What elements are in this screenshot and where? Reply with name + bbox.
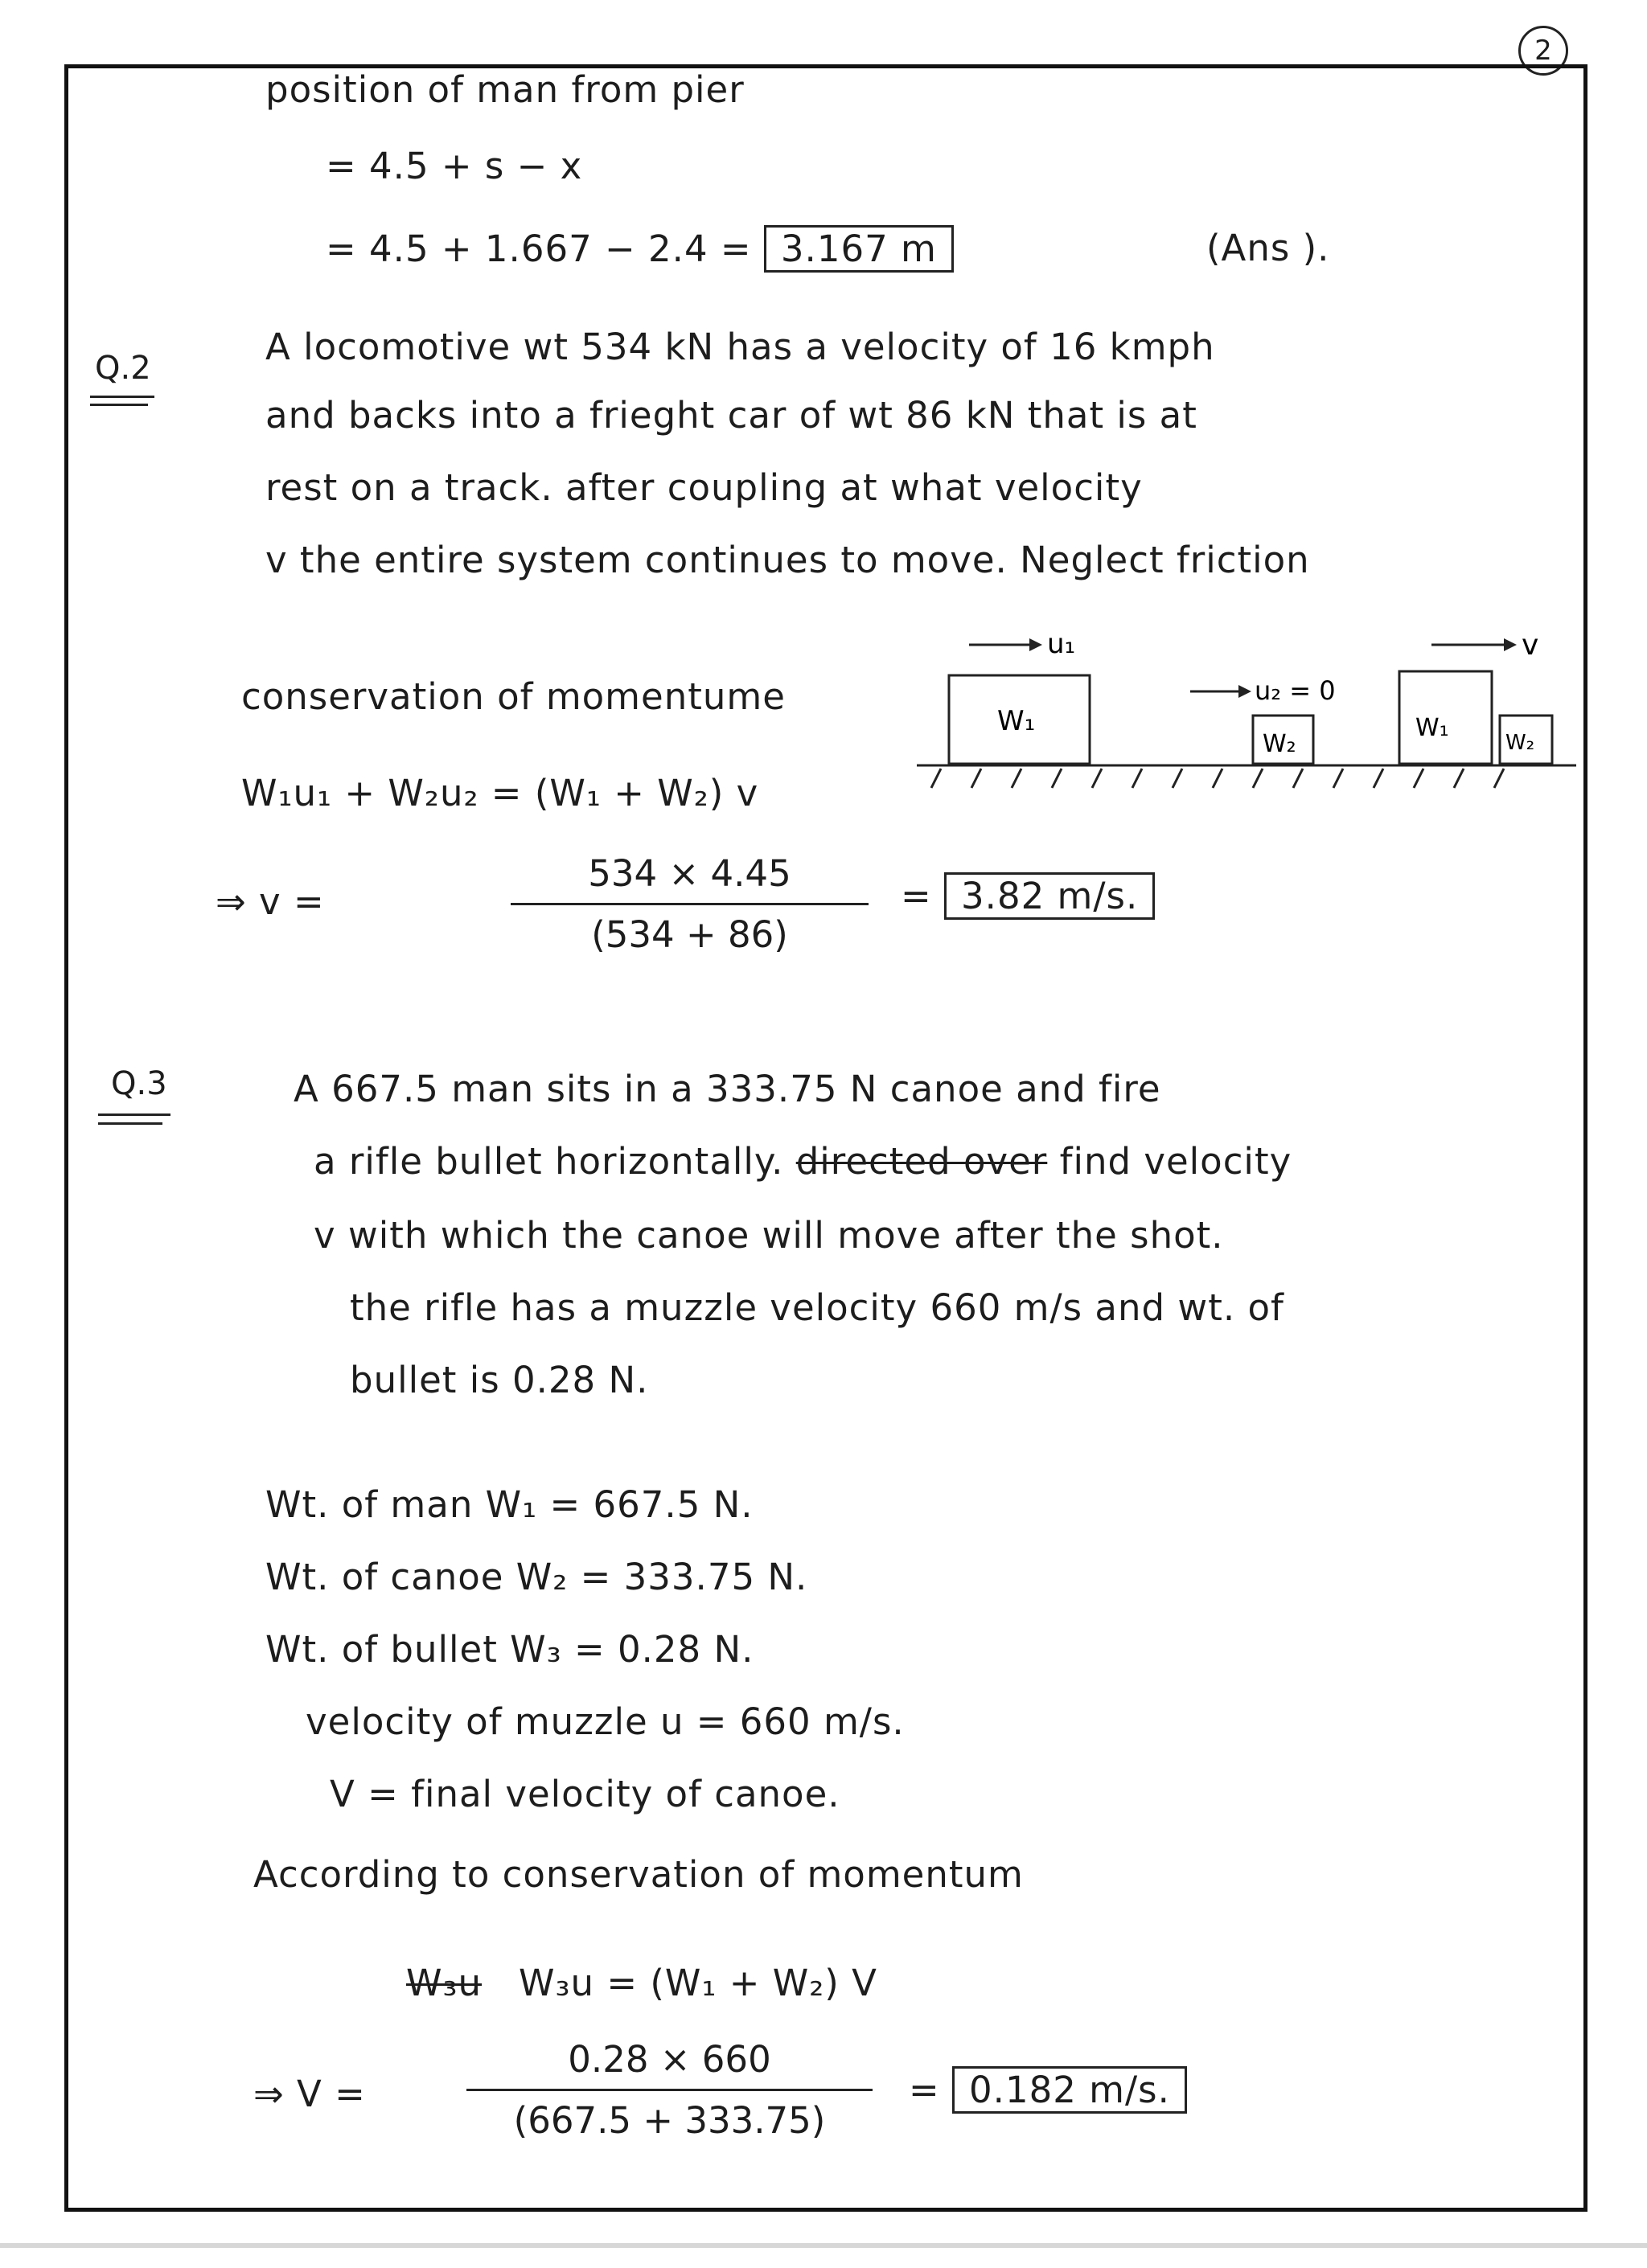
q2-fraction [511,852,869,956]
q3-eq-struck: W₃u [406,1962,483,2004]
q2-equation: W₁u₁ + W₂u₂ = (W₁ + W₂) v [241,772,759,814]
q3-struck-text: directed over [795,1140,1048,1183]
block-w2-coupled-label: W₂ [1505,731,1535,755]
q3-text-line-1: A 667.5 man sits in a 333.75 N canoe and fire [294,1068,1161,1110]
q2-text-line-1: A locomotive wt 534 kN has a velocity of 16 kmph [265,326,1215,368]
q2-text-line-3: rest on a track. after coupling at what velocity [265,466,1143,509]
u1-arrow-head [1029,638,1042,651]
q3-given-5: V = final velocity of canoe. [330,1773,840,1815]
q2-heading: conservation of momentume [241,675,786,718]
q3-text-line-4: the rifle has a muzzle velocity 660 m/s and wt. of [350,1286,1284,1329]
q3-given-2: Wt. of canoe W₂ = 333.75 N. [265,1556,808,1598]
top-ans-tag: (Ans ). [1206,227,1330,269]
q3-result [909,2066,1187,2114]
q3-given-4: velocity of muzzle u = 660 m/s. [306,1700,905,1743]
q2-label-underline-2 [90,404,148,406]
q2-text-line-4: v the entire system continues to move. Neglect friction [265,539,1310,581]
q3-text-line-2 [314,1140,1292,1183]
q2-denominator: (534 + 86) [591,913,788,956]
u2-arrow-head [1238,685,1251,698]
q3-text-line-2-text: a rifle bullet horizontally. [314,1140,784,1183]
q2-result [901,872,1155,920]
q2-label-underline [90,396,154,398]
q3-equals: = [909,2069,940,2111]
q3-label-underline-2 [98,1122,162,1125]
q3-numerator: 0.28 × 660 [568,2038,771,2081]
q3-answer: 0.182 m/s. [952,2066,1187,2114]
top-line-1: position of man from pier [265,68,745,111]
q3-heading: According to conservation of momentum [253,1853,1024,1896]
u2-label: u₂ = 0 [1255,675,1336,706]
q2-equals: = [901,875,932,917]
block-w1-coupled-label: W₁ [1415,714,1449,742]
q2-text-line-2: and backs into a frieght car of wt 86 kN that is at [265,394,1197,437]
q3-fraction [466,2038,873,2142]
q2-numerator: 534 × 4.45 [588,852,791,895]
block-w1-label: W₁ [997,705,1036,737]
q3-find-text: find velocity [1059,1140,1292,1183]
q2-fraction-bar [511,903,869,905]
q2-label: Q.2 [95,350,151,387]
u1-label: u₁ [1047,628,1076,660]
q3-text-line-5: bullet is 0.28 N. [350,1359,649,1401]
q3-label-underline [98,1113,170,1116]
q3-equation [406,1962,877,2004]
v-label: v [1522,629,1539,662]
q3-eq-text: W₃u = (W₁ + W₂) V [518,1962,877,2004]
q3-given-1: Wt. of man W₁ = 667.5 N. [265,1483,754,1526]
q2-diagram [909,627,1584,804]
q2-v-prefix: ⇒ v = [216,880,325,923]
q3-text-line-3: v with which the canoe will move after the shot. [314,1214,1224,1257]
v-arrow-head [1504,638,1517,651]
ground-hatch [931,769,1504,788]
q3-denominator: (667.5 + 333.75) [513,2099,826,2142]
top-line-2: = 4.5 + s − x [326,145,583,187]
q2-answer: 3.82 m/s. [944,872,1155,920]
page-bottom-edge [0,2243,1647,2248]
q3-fraction-bar [466,2089,873,2091]
page-number: 2 [1518,26,1568,76]
top-line-3 [326,225,954,273]
q3-given-3: Wt. of bullet W₃ = 0.28 N. [265,1628,754,1671]
top-line-3-text: = 4.5 + 1.667 − 2.4 = [326,228,752,270]
top-answer: 3.167 m [764,225,954,273]
block-w2-label: W₂ [1263,730,1296,758]
q3-v-prefix: ⇒ V = [253,2073,366,2115]
q3-label: Q.3 [111,1065,167,1102]
